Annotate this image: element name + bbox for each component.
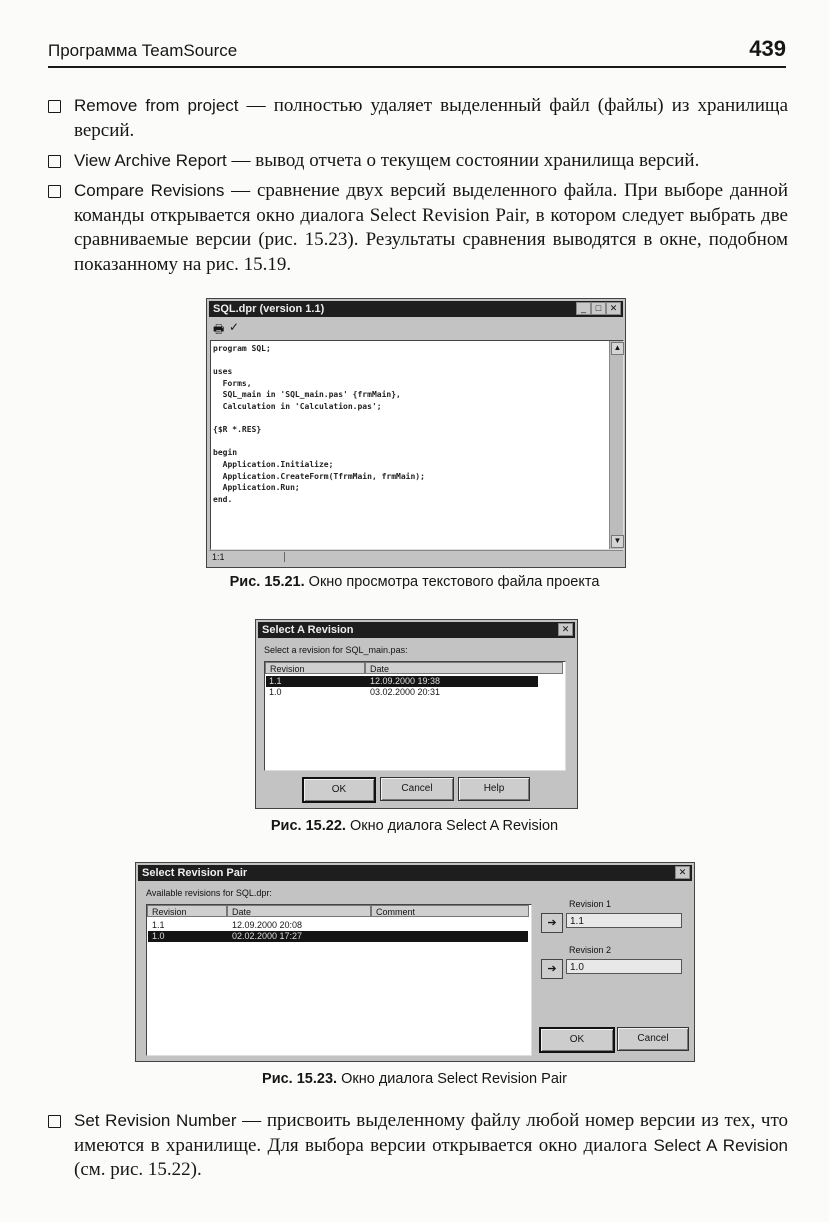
cursor-position: 1:1	[212, 552, 285, 562]
bullet-set-revision-number	[48, 1109, 788, 1183]
help-button[interactable]: Help	[458, 777, 530, 801]
bullet-description-end: (см. рис. 15.22).	[74, 1159, 202, 1180]
dialog-titlebar	[138, 865, 692, 881]
viewer-titlebar	[209, 301, 623, 317]
date-cell: 12.09.2000 19:38	[370, 676, 441, 686]
column-header-comment[interactable]: Comment	[371, 905, 529, 917]
date-cell: 03.02.2000 20:31	[370, 687, 441, 697]
bullet-compare-revisions	[48, 179, 788, 277]
figure-caption	[0, 1071, 829, 1087]
bullet-description: — присвоить выделенному файлу любой номер версии из тех, что имеются в хранилище. Для выбора версии открывается окно диалога	[74, 1110, 788, 1156]
bullet-text	[74, 179, 788, 277]
close-icon[interactable]: ✕	[675, 866, 690, 879]
bullet-description: — полностью удаляет выделенный файл (файлы) из хранилища версий.	[74, 95, 788, 141]
revision1-field[interactable]: 1.1	[566, 913, 682, 928]
bullet-term: Set Revision Number	[74, 1111, 237, 1130]
scroll-up-icon[interactable]: ▲	[611, 342, 624, 355]
dialog-title: Select A Revision	[262, 624, 354, 636]
running-header	[48, 30, 786, 68]
close-icon[interactable]: ✕	[606, 302, 621, 315]
bullet-description: — сравнение двух версий выделенного файла. При выборе данной команды открывается окно диалога Select Revision Pair, в котором следует выбрать две сравниваемые версии (рис. 15.23). Результаты сравнения выводятся в окне, подобном показанному на рис. 15.19.	[74, 180, 788, 275]
revision-cell: 1.0	[269, 687, 282, 697]
date-cell: 12.09.2000 20:08	[232, 920, 303, 930]
checkbox-bullet-icon	[48, 185, 61, 198]
caption-label: Рис. 15.22.	[270, 818, 346, 834]
bullet-text	[74, 149, 788, 174]
arrow-right-icon[interactable]: ➔	[541, 913, 563, 933]
cancel-button[interactable]: Cancel	[617, 1027, 689, 1051]
status-bar	[209, 550, 623, 565]
cancel-button[interactable]: Cancel	[380, 777, 454, 801]
arrow-right-icon[interactable]: ➔	[541, 959, 563, 979]
dialog-titlebar	[258, 622, 575, 638]
checkbox-bullet-icon	[48, 1115, 61, 1128]
revision-list[interactable]	[264, 661, 566, 771]
revision2-field[interactable]: 1.0	[566, 959, 682, 974]
figure-caption	[0, 574, 829, 590]
select-revision-dialog	[255, 619, 578, 809]
caption-text: Окно просмотра текстового файла проекта	[304, 574, 600, 590]
bullet-text	[74, 1109, 788, 1183]
bullet-description: — вывод отчета о текущем состоянии хранилища версий.	[226, 150, 700, 171]
print-icon[interactable]: 🖶	[213, 322, 225, 336]
caption-text: Окно диалога Select Revision Pair	[337, 1071, 567, 1087]
revision1-label: Revision 1	[569, 899, 612, 909]
bullet-term: Compare Revisions	[74, 181, 225, 200]
list-item[interactable]	[266, 687, 538, 698]
section-title: Программа TeamSource	[48, 41, 238, 60]
caption-label: Рис. 15.21.	[229, 574, 305, 590]
revisions-prompt: Available revisions for SQL.dpr:	[146, 888, 272, 898]
bullet-view-archive-report	[48, 149, 788, 174]
code-view[interactable]	[210, 340, 624, 550]
window-title: SQL.dpr (version 1.1)	[213, 303, 325, 315]
column-header-date[interactable]: Date	[227, 905, 371, 917]
list-item[interactable]	[266, 676, 538, 687]
column-header-revision[interactable]: Revision	[265, 662, 365, 674]
revision-cell: 1.1	[269, 676, 282, 686]
revision2-label: Revision 2	[569, 945, 612, 955]
maximize-icon[interactable]: □	[591, 302, 606, 315]
bullet-remove-from-project	[48, 94, 788, 143]
minimize-icon[interactable]: _	[576, 302, 591, 315]
select-revision-pair-dialog	[135, 862, 695, 1062]
close-icon[interactable]: ✕	[558, 623, 573, 636]
list-item[interactable]	[148, 931, 528, 942]
bullet-term-inline: Select A Revision	[653, 1135, 788, 1155]
caption-text: Окно диалога Select A Revision	[345, 818, 559, 834]
revision-pair-list[interactable]	[146, 904, 532, 1056]
scroll-down-icon[interactable]: ▼	[611, 535, 624, 548]
figure-caption	[0, 818, 829, 834]
checkbox-bullet-icon	[48, 155, 61, 168]
caption-label: Рис. 15.23.	[262, 1071, 338, 1087]
ok-button[interactable]: OK	[539, 1027, 615, 1053]
revision-cell: 1.1	[152, 920, 165, 930]
sql-viewer-window	[206, 298, 626, 568]
bullet-term: Remove from project	[74, 96, 239, 115]
ok-button[interactable]: OK	[302, 777, 376, 803]
bullet-text	[74, 94, 788, 143]
page-number: 439	[749, 36, 786, 61]
checkmark-icon[interactable]: ✓	[229, 320, 240, 334]
list-item[interactable]	[148, 920, 528, 931]
dialog-title: Select Revision Pair	[142, 867, 248, 879]
revision-cell: 1.0	[152, 931, 165, 941]
column-header-date[interactable]: Date	[365, 662, 563, 674]
revision-prompt: Select a revision for SQL_main.pas:	[264, 645, 408, 655]
vertical-scrollbar[interactable]	[609, 341, 623, 549]
code-text: program SQL; uses Forms, SQL_main in 'SQL_main.pas' {frmMain}, Calculation in 'Calculation.pas'; {$R *.RES} begin Application.Initialize; Application.CreateForm(TfrmMain, frmMain); Application.Run; end.	[213, 344, 425, 504]
checkbox-bullet-icon	[48, 100, 61, 113]
bullet-term: View Archive Report	[74, 151, 227, 170]
date-cell: 02.02.2000 17:27	[232, 931, 303, 941]
column-header-revision[interactable]: Revision	[147, 905, 227, 917]
